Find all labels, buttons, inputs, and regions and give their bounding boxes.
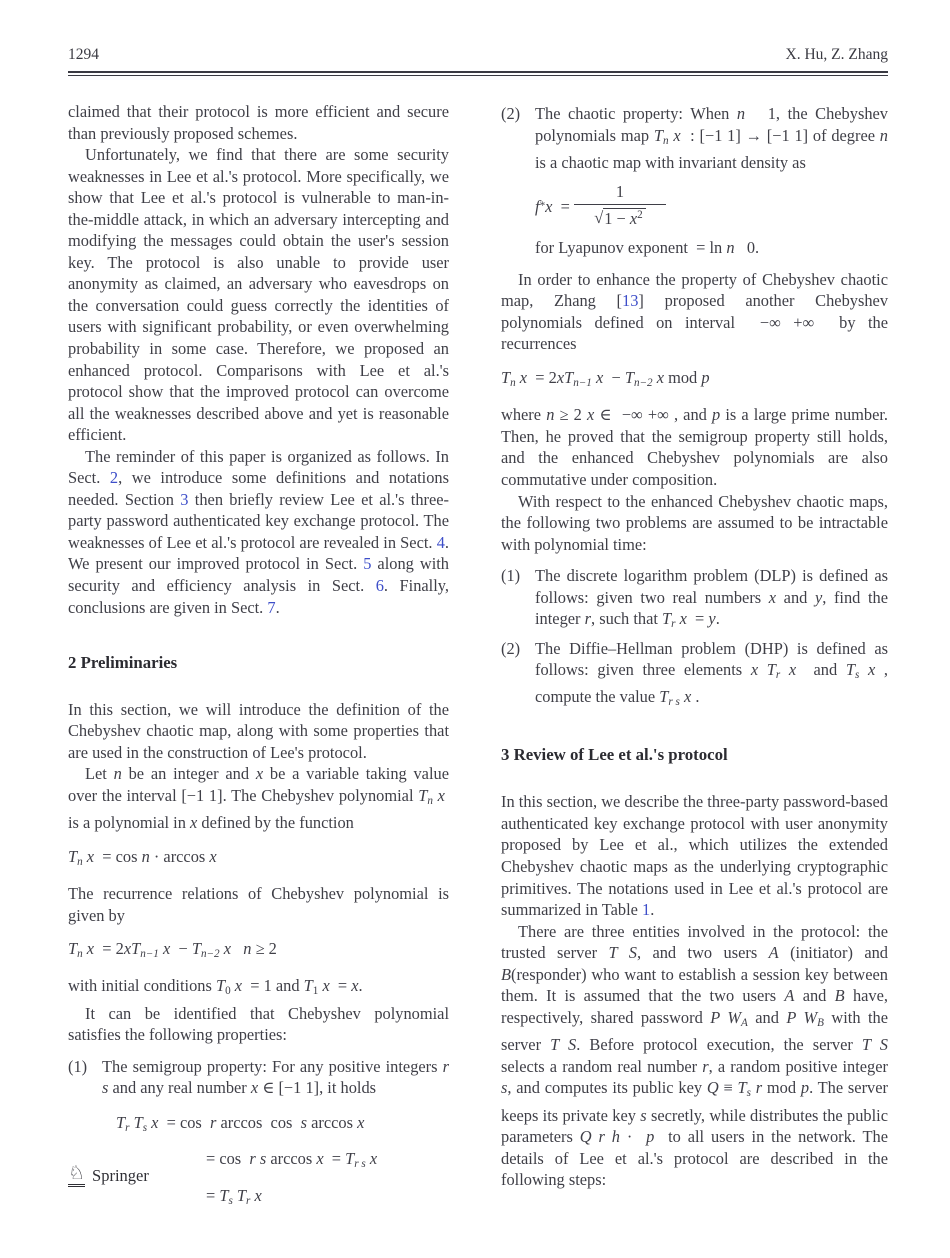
text-run: p <box>711 405 721 425</box>
paragraph-entities <box>501 921 888 1191</box>
text-run: · arccos <box>149 846 210 866</box>
text-run: There are three entities involved in the protocol: the trusted server <box>501 921 888 963</box>
cross-reference-link[interactable]: 5 <box>363 554 372 574</box>
equation-recurrence <box>68 938 449 965</box>
text-run: T <box>236 1185 247 1205</box>
text-run: r s <box>102 1056 449 1098</box>
text-run: and <box>794 986 835 1006</box>
text-run: is a polynomial in <box>68 785 449 833</box>
text-run: is a large prime number. Then, he proved that the semigroup property still holds, and the enhanced Chebyshev polynomials are also commutative under composition. <box>501 405 889 489</box>
text-run: T <box>624 368 634 387</box>
text-run: x <box>250 1078 259 1098</box>
problem-item-dhp <box>501 638 888 714</box>
text-run: s <box>501 1078 508 1098</box>
text-run: defined by the function <box>197 813 354 833</box>
text-run: · <box>619 1127 647 1147</box>
text-run: x <box>230 976 243 996</box>
text-run: x <box>123 939 132 959</box>
text-run: T <box>68 846 78 866</box>
text-run: n <box>736 104 746 123</box>
equation-chebyshev-cos <box>68 846 449 873</box>
item-label: (2) <box>501 638 521 658</box>
text-run: The discrete logarithm problem (DLP) is defined as follows: given two real numbers <box>535 566 888 607</box>
text-run: T <box>345 1149 355 1169</box>
text-run: r s <box>249 1149 267 1169</box>
dlp-text <box>535 565 888 635</box>
math-equals: = <box>552 196 570 216</box>
math-f: f <box>535 196 540 216</box>
radicand <box>603 208 646 230</box>
text-run: A <box>784 986 795 1006</box>
text-run: r <box>750 1078 763 1098</box>
text-run: The chaotic property: When <box>535 104 737 123</box>
running-head-authors: X. Hu, Z. Zhang <box>785 46 888 63</box>
text-run: x <box>316 1149 324 1169</box>
text-run: s <box>746 1087 751 1099</box>
text-run: 0 <box>225 985 231 998</box>
text-run: n <box>243 939 252 959</box>
text-run: 0. <box>734 238 760 258</box>
text-run: T <box>303 976 313 996</box>
text-run: The Diffie–Hellman problem (DHP) is defined as follows: given three elements <box>535 638 888 680</box>
text-run: mod <box>762 1078 801 1098</box>
text-run: = <box>206 1185 220 1205</box>
text-run: x <box>365 1149 378 1169</box>
text-run: x <box>780 660 797 680</box>
section-2-heading: 2 Preliminaries <box>68 653 178 673</box>
text-run: x <box>219 939 231 959</box>
text-run: x <box>591 368 604 387</box>
text-run: . <box>650 900 655 920</box>
text-run: x <box>556 368 565 387</box>
text-run: r <box>210 1113 217 1132</box>
text-run: n−1 <box>140 947 159 960</box>
text-run: n <box>77 947 83 960</box>
paragraph-weaknesses: Unfortunately, we find that there are some security weaknesses in Lee et al.'s protocol. More specifically, we show that Lee et al.'s protocol is vulnerable to man-in-the-middle attack, in which an adversary intercepting and modifying the messages could obtain the user's session key. The protocol is also unable to provide user anonymity as claimed, an adversary who eavesdrops on the conversation could guess correctly the identities of users with significant probability, or even overwhelming probability in some case. Therefore, we proposed an enhanced protocol. Comparisons with Lee et al.'s protocol show that the improved protocol can overcome all the weaknesses described above and yet is reasonable efficient. <box>68 145 449 445</box>
text-run: x <box>750 660 759 680</box>
text-run: r <box>775 668 781 681</box>
text-run: , and two users <box>636 943 769 963</box>
text-run: T <box>662 609 672 629</box>
paragraph-let-n <box>68 763 449 833</box>
text-run: and <box>796 660 846 680</box>
text-run: along with security and efficiency analysis in Sect. <box>68 554 450 596</box>
text-run: B <box>817 1016 824 1029</box>
text-run: , find the integer <box>535 587 888 629</box>
paragraph-intro-continuation: claimed that their protocol is more efficient and secure than previously proposed schemes. <box>68 102 449 143</box>
text-run: s <box>228 1194 233 1207</box>
text-run: mod <box>663 368 702 387</box>
text-run: T S <box>550 1035 577 1055</box>
cross-reference-link[interactable]: 4 <box>436 532 445 552</box>
dhp-text <box>535 638 888 714</box>
text-run: n <box>726 238 735 258</box>
text-run: . <box>715 609 720 629</box>
text-run: The reminder of this paper is organized as follows. In Sect. <box>68 446 449 488</box>
text-run: n <box>427 794 433 807</box>
paragraph-enhance <box>501 269 888 355</box>
text-run: r <box>671 618 676 631</box>
text-run: x <box>515 368 528 387</box>
text-run: x <box>158 939 171 959</box>
text-run: p <box>800 1078 810 1098</box>
text-run: = cos <box>206 1149 250 1169</box>
paragraph-roadmap <box>68 446 449 618</box>
text-run: Let <box>85 764 114 784</box>
text-run: x <box>351 976 359 996</box>
text-run: n <box>77 855 83 868</box>
fraction-numerator: 1 <box>574 183 666 204</box>
text-run: In this section, we describe the three-party password-based authenticated key exchange protocol with user anonymity proposed by Lee et al., which utilizes the extended Chebyshev chaotic maps as the underlying cryptographic primitives. The notations used in Lee et al.'s protocol are summarized in Table <box>501 792 888 920</box>
text-run: where <box>501 405 547 425</box>
paragraph-initial-conditions <box>68 975 449 1002</box>
item-label: (2) <box>501 104 521 123</box>
text-run: y <box>814 587 823 607</box>
text-run: x <box>679 687 692 707</box>
page-header <box>68 46 888 64</box>
fraction-denominator <box>594 205 646 230</box>
text-run: , we introduce some definitions and notations needed. Section <box>68 468 449 509</box>
radical-sign: √ <box>594 207 604 227</box>
item-label: (1) <box>501 566 521 586</box>
text-run: to all users in the network. The details of Lee et al.'s protocol are described in the following steps: <box>501 1127 888 1190</box>
text-run: In order to enhance the property of Chebyshev chaotic map, Zhang [ <box>501 269 888 311</box>
text-run: , such that <box>591 609 663 629</box>
text-run: = 2 <box>527 368 557 387</box>
text-run: x <box>768 587 777 607</box>
text-run: T S <box>861 1035 888 1055</box>
cross-reference-link[interactable]: 1 <box>642 900 651 920</box>
text-run: x <box>250 1185 262 1205</box>
math-star: * <box>539 199 546 212</box>
text-run: s <box>142 1121 148 1134</box>
text-run: x <box>668 125 681 145</box>
text-run: ≡ <box>718 1078 738 1098</box>
problem-item-dlp <box>501 565 888 635</box>
text-run: x <box>587 405 595 425</box>
text-run: T <box>659 687 669 707</box>
text-run: T <box>116 1113 126 1132</box>
text-run: x <box>652 368 664 387</box>
text-run: x <box>318 976 330 996</box>
text-run: . <box>275 597 280 617</box>
equation-semigroup-line1 <box>116 1112 449 1139</box>
text-run: p <box>646 1127 655 1147</box>
text-run: have, respectively, shared password <box>501 986 888 1027</box>
text-run: T <box>766 660 776 680</box>
text-run: selects a random real number <box>501 1056 703 1076</box>
text-run: . Finally, conclusions are given in Sect. <box>68 576 450 617</box>
page-number: 1294 <box>68 46 99 63</box>
paragraph-satisfies-properties: It can be identified that Chebyshev polynomial satisfies the following properties: <box>68 1003 449 1045</box>
text-run: n−2 <box>633 376 653 389</box>
text-run: arccos cos <box>216 1113 301 1132</box>
text-run: x <box>82 846 95 866</box>
lyapunov-exponent-text <box>535 237 888 259</box>
text-run: and <box>747 1007 787 1027</box>
paragraph-where <box>501 404 888 490</box>
text-run: x <box>190 813 198 833</box>
text-run: . Before protocol execution, the server <box>576 1035 862 1055</box>
text-run: = cos <box>94 846 142 866</box>
text-run: with the server <box>501 1007 889 1055</box>
math-x: x <box>545 196 553 216</box>
paragraph-review-intro <box>501 791 888 920</box>
text-run: s <box>640 1105 647 1125</box>
text-run: ≥ 2 <box>251 939 277 959</box>
text-run: r <box>584 609 591 629</box>
text-run: n <box>879 125 888 145</box>
paragraph-section-overview: In this section, we will introduce the definition of the Chebyshev chaotic map, along with some properties that are used in the construction of Lee's protocol. <box>68 699 449 762</box>
text-run: T <box>737 1078 747 1098</box>
text-run: n <box>113 764 122 784</box>
cross-reference-link[interactable]: 13 <box>622 291 639 311</box>
text-run: n−1 <box>573 376 592 389</box>
text-run: r <box>125 1121 130 1134</box>
text-run: x <box>147 1113 159 1132</box>
paragraph-recurrence-intro: The recurrence relations of Chebyshev polynomial is given by <box>68 884 449 925</box>
text-run <box>758 660 767 679</box>
text-run: 2 <box>637 208 643 221</box>
text-run: T <box>219 1185 229 1205</box>
text-run: x <box>629 208 638 228</box>
text-run: T <box>68 939 78 959</box>
property-item-semigroup <box>68 1056 449 1212</box>
text-run: with initial conditions <box>68 976 216 996</box>
text-run: x <box>82 939 95 959</box>
text-run: , compute the value <box>535 660 888 707</box>
text-run: T <box>131 939 141 959</box>
text-run: T S <box>608 943 637 963</box>
text-run: ≥ 2 <box>554 405 587 425</box>
text-run: . The server keeps its private key <box>501 1078 888 1125</box>
text-run: A <box>741 1016 748 1029</box>
springer-footer <box>68 1164 149 1187</box>
equation-enhanced-recurrence <box>501 367 888 394</box>
text-run: then briefly review Lee et al.'s three-party password authenticated key exchange protocol. The weaknesses of Lee et al.'s protocol are revealed in Sect. <box>68 489 449 552</box>
text-run: be a variable taking value over the interval [−1 1]. The Chebyshev polynomial <box>68 764 449 805</box>
text-run: The semigroup property: For any positive integers <box>102 1056 443 1076</box>
text-run: x <box>255 764 264 784</box>
two-column-body <box>68 101 888 1212</box>
text-run: T <box>191 939 201 959</box>
right-column <box>501 101 888 1212</box>
text-run: be an integer and <box>121 764 256 784</box>
text-run: = 1 and <box>242 976 304 996</box>
header-rule <box>68 71 888 76</box>
text-run: x <box>209 846 217 866</box>
equation-invariant-density <box>535 183 888 229</box>
item-content <box>535 103 888 259</box>
item-content <box>102 1056 449 1212</box>
text-run: (responder) who want to establish a session key between them. It is assumed that the two users <box>501 964 888 1006</box>
text-run: (initiator) and <box>778 943 888 963</box>
text-run: arccos <box>307 1113 358 1132</box>
text-run: T <box>845 660 855 680</box>
text-run: n−2 <box>200 947 220 960</box>
text-run: r s <box>354 1158 366 1171</box>
text-run: . We present our improved protocol in Sect. <box>68 532 449 574</box>
text-run: r <box>246 1194 251 1207</box>
paragraph-with-respect: With respect to the enhanced Chebyshev chaotic maps, the following two problems are assumed to be intractable with polynomial time: <box>501 491 888 554</box>
text-run: n <box>510 376 516 389</box>
text-run: 1, the Chebyshev polynomials map <box>535 104 888 145</box>
text-run: r <box>702 1056 709 1076</box>
text-run: P W <box>786 1007 818 1027</box>
text-run: for Lyapunov exponent = ln <box>535 238 727 258</box>
text-run: x <box>432 785 445 805</box>
text-run: = cos <box>158 1113 211 1132</box>
text-run: T <box>501 368 511 387</box>
text-run: r s <box>668 696 680 709</box>
cross-reference-link[interactable]: 6 <box>375 576 384 596</box>
text-run: n <box>141 846 150 866</box>
cross-reference-link[interactable]: 7 <box>267 597 276 617</box>
text-run: n <box>546 405 555 425</box>
text-run: − <box>170 939 192 959</box>
text-run: and <box>776 587 815 607</box>
text-run: . <box>358 976 363 996</box>
text-run: is a chaotic map with invariant density as <box>535 152 806 172</box>
text-run: x <box>859 660 876 680</box>
equation-semigroup-line2 <box>206 1148 449 1175</box>
text-run: T <box>653 125 663 145</box>
cross-reference-link[interactable]: 3 <box>180 489 189 509</box>
text-run: x <box>357 1113 365 1132</box>
text-run: 1 <box>312 985 319 998</box>
text-run: n <box>662 134 669 147</box>
text-run: = <box>329 976 352 996</box>
text-run: T <box>418 785 428 805</box>
text-run: arccos <box>266 1149 317 1169</box>
text-run: T <box>564 368 574 387</box>
fraction <box>574 183 666 229</box>
text-run: = <box>686 609 709 629</box>
chaotic-property-text <box>535 103 888 173</box>
text-run: , a random positive integer <box>708 1056 888 1076</box>
text-run: Q r h <box>579 1127 620 1147</box>
text-run: T <box>215 976 226 996</box>
text-run: = 2 <box>94 939 124 959</box>
text-run: P W <box>710 1007 742 1027</box>
section-3-heading: 3 Review of Lee et al.'s protocol <box>501 744 728 764</box>
text-run: = <box>323 1149 346 1169</box>
item-label: (1) <box>68 1056 88 1076</box>
text-run: Q <box>706 1078 719 1098</box>
text-run: − <box>603 368 625 387</box>
text-run: s <box>854 668 860 681</box>
text-run: s <box>300 1113 307 1132</box>
text-run: T <box>133 1113 143 1132</box>
text-run <box>231 939 243 958</box>
text-run: x <box>675 609 687 629</box>
text-run: , and computes its public key <box>507 1078 707 1098</box>
publisher-name: Springer <box>92 1165 149 1185</box>
text-run: B <box>501 964 512 984</box>
text-run: secretly, while distributes the public parameters <box>501 1105 888 1147</box>
text-run: and any real number <box>108 1078 251 1098</box>
cross-reference-link[interactable]: 2 <box>109 468 119 488</box>
text-run: : [−1 1] → [−1 1] of degree <box>680 125 880 145</box>
springer-horse-logo-icon: ♘ <box>68 1164 85 1187</box>
equation-semigroup-line3 <box>206 1185 449 1212</box>
text-run: 1 − <box>604 208 630 228</box>
text-run: ∈ −∞ +∞ , and <box>594 405 712 425</box>
text-run: ] proposed another Chebyshev polynomials defined on interval −∞ +∞ by the recurrences <box>501 291 889 354</box>
text-run: A <box>768 943 779 963</box>
semigroup-property-text <box>102 1056 449 1099</box>
text-run: ∈ [−1 1], it holds <box>258 1078 377 1098</box>
text-run: y <box>708 609 716 629</box>
text-run: p <box>701 368 710 387</box>
text-run: B <box>834 986 845 1006</box>
text-run: . <box>691 687 700 707</box>
property-item-chaotic <box>501 103 888 259</box>
left-column <box>68 101 449 1212</box>
